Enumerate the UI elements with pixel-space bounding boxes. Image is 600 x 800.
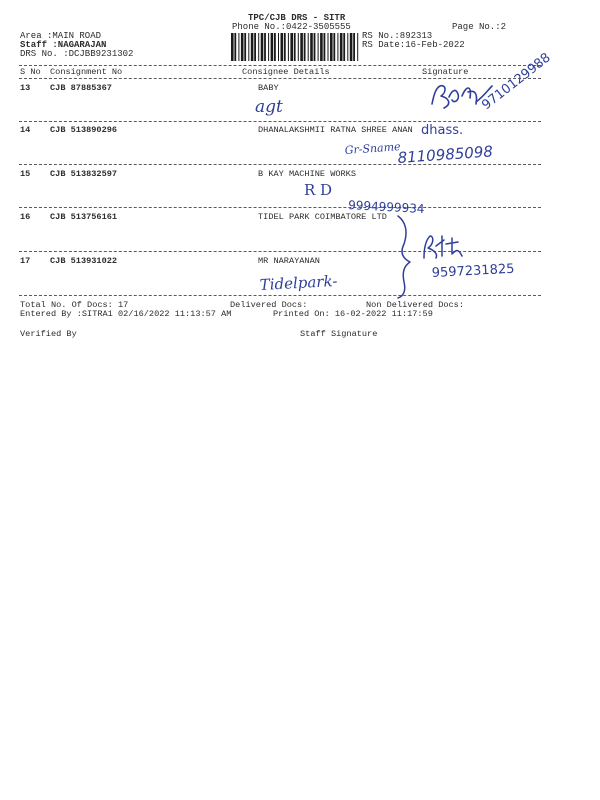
handwritten-note: Tidelpark- bbox=[259, 271, 338, 294]
barcode-image bbox=[230, 33, 360, 61]
handwritten-phone: 9597231825 bbox=[431, 261, 515, 281]
non-delivered-docs: Non Delivered Docs: bbox=[366, 300, 464, 310]
entered-by: Entered By :SITRA1 02/16/2022 11:13:57 AM bbox=[20, 309, 232, 319]
row-consignee: MR NARAYANAN bbox=[258, 256, 320, 266]
row-consignee: DHANALAKSHMII RATNA SHREE ANAN bbox=[258, 125, 413, 135]
divider bbox=[19, 164, 541, 165]
row-consignee: B KAY MACHINE WORKS bbox=[258, 169, 356, 179]
row-sno: 14 bbox=[20, 125, 31, 135]
row-sno: 13 bbox=[20, 83, 31, 93]
area-label: Area :MAIN ROAD bbox=[20, 31, 102, 41]
row-sno: 17 bbox=[20, 256, 31, 266]
staff-signature-label: Staff Signature bbox=[300, 329, 378, 339]
staff-label: Staff :NAGARAJAN bbox=[20, 40, 107, 50]
handwritten-note: agt bbox=[255, 97, 283, 117]
drs-number: DRS No. :DCJBB9231302 bbox=[20, 49, 134, 59]
total-docs: Total No. Of Docs: 17 bbox=[20, 300, 129, 310]
divider bbox=[19, 251, 541, 252]
row-consignee: TIDEL PARK COIMBATORE LTD bbox=[258, 212, 387, 222]
column-header-signature: Signature bbox=[422, 67, 469, 77]
document-title: TPC/CJB DRS - SITR bbox=[248, 13, 346, 23]
column-header-sno: S No bbox=[20, 67, 41, 77]
divider bbox=[19, 65, 541, 66]
row-consignment-number: CJB 513931022 bbox=[50, 256, 118, 266]
row-sno: 16 bbox=[20, 212, 31, 222]
divider bbox=[19, 207, 541, 208]
delivered-docs: Delivered Docs: bbox=[230, 300, 308, 310]
handwritten-bracket bbox=[398, 216, 410, 298]
row-consignment-number: CJB 513756161 bbox=[50, 212, 118, 222]
divider bbox=[19, 121, 541, 122]
row-consignment-number: CJB 513832597 bbox=[50, 169, 118, 179]
handwritten-note: Gr-Sname bbox=[344, 140, 401, 157]
rs-number: RS No.:892313 bbox=[362, 31, 433, 41]
row-consignee: BABY bbox=[258, 83, 279, 93]
handwritten-note: R D bbox=[304, 181, 333, 199]
handwritten-phone: 9994999934 bbox=[347, 198, 425, 216]
verified-by-label: Verified By bbox=[20, 329, 77, 339]
column-header-consignee: Consignee Details bbox=[242, 67, 330, 77]
row-sno: 15 bbox=[20, 169, 31, 179]
handwritten-phone: 8110985098 bbox=[397, 142, 494, 167]
handwritten-note: dhass. bbox=[421, 123, 464, 138]
column-header-consignment: Consignment No bbox=[50, 67, 123, 77]
handwritten-phone: 9710129988 bbox=[479, 50, 554, 114]
rs-date: RS Date:16-Feb-2022 bbox=[362, 40, 465, 50]
page-number: Page No.:2 bbox=[452, 22, 507, 32]
signature-scribble bbox=[432, 86, 492, 108]
printed-on: Printed On: 16-02-2022 11:17:59 bbox=[273, 309, 433, 319]
row-consignment-number: CJB 87885367 bbox=[50, 83, 112, 93]
row-consignment-number: CJB 513890296 bbox=[50, 125, 118, 135]
signature-scribble bbox=[424, 236, 462, 258]
divider bbox=[19, 295, 541, 296]
divider bbox=[19, 78, 541, 79]
phone-number: Phone No.:0422-3505555 bbox=[232, 22, 351, 32]
